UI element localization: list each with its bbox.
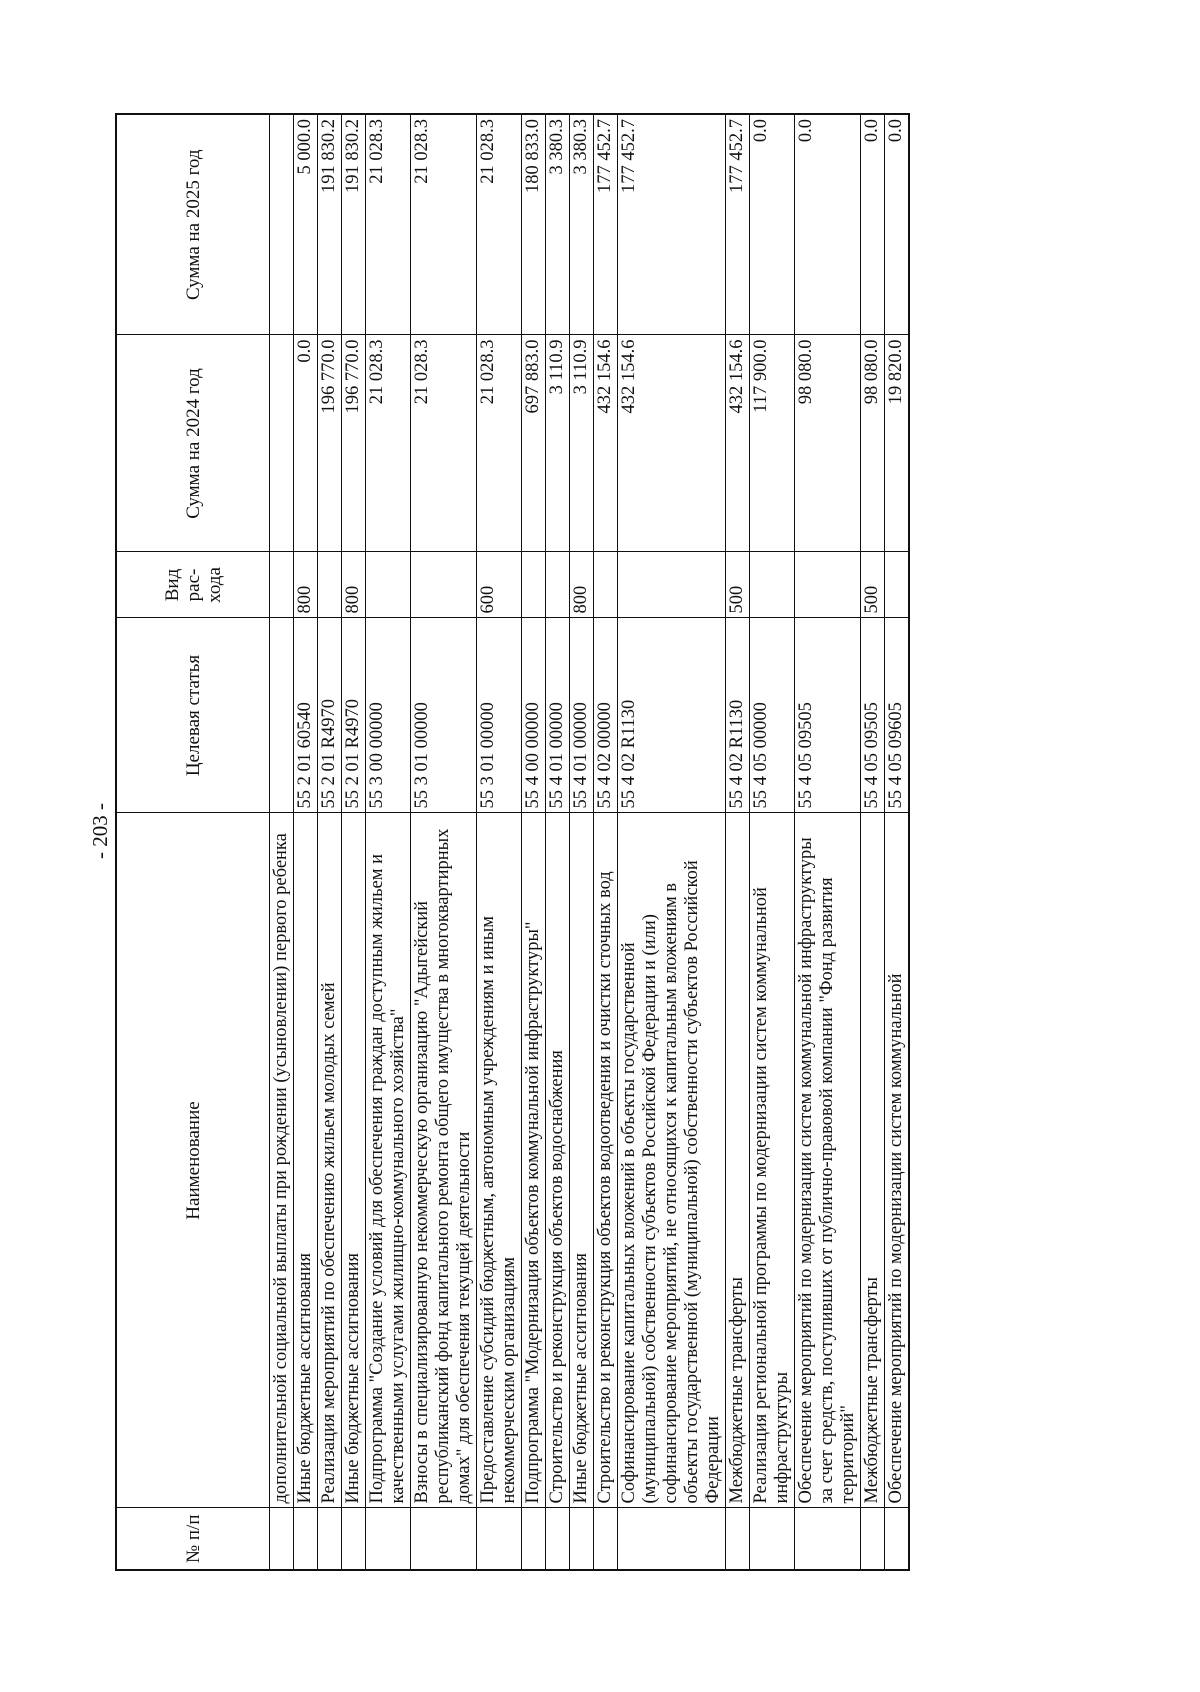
cell-sum-2024: 3 110.9 — [570, 335, 594, 552]
cell-code: 55 4 00 00000 — [522, 618, 546, 813]
cell-vid — [618, 552, 726, 618]
cell-name: Обеспечение мероприятий по модернизации систем коммунальной — [885, 813, 910, 1508]
cell-sum-2024: 21 028.3 — [366, 335, 411, 552]
cell-code: 55 4 01 00000 — [570, 618, 594, 813]
header-code: Целевая статья — [116, 618, 270, 813]
table-row — [795, 114, 861, 1570]
cell-code: 55 3 01 00000 — [411, 618, 477, 813]
cell-name: Реализация мероприятий по обеспечению жильем молодых семей — [318, 813, 342, 1508]
cell-sum-2024: 98 080.0 — [795, 335, 861, 552]
cell-sum-2025: 0.0 — [861, 114, 885, 335]
cell-name: Строительство и реконструкция объектов водоотведения и очистки сточных вод — [594, 813, 618, 1508]
cell-name: Предоставление субсидий бюджетным, автономным учреждениям и иным некоммерческим организациям — [477, 813, 522, 1508]
cell-sum-2025: 3 380.3 — [570, 114, 594, 335]
header-sum-2025: Сумма на 2025 год — [116, 114, 270, 335]
table-row — [270, 114, 294, 1570]
cell-no — [750, 1508, 795, 1570]
cell-name: Межбюджетные трансферты — [726, 813, 750, 1508]
table-row — [861, 114, 885, 1570]
cell-code: 55 4 05 09505 — [795, 618, 861, 813]
cell-sum-2024: 3 110.9 — [546, 335, 570, 552]
cell-code: 55 4 01 00000 — [546, 618, 570, 813]
budget-table — [115, 113, 910, 1571]
cell-sum-2024: 432 154.6 — [618, 335, 726, 552]
cell-code: 55 2 01 60540 — [294, 618, 318, 813]
cell-no — [885, 1508, 910, 1570]
cell-no — [570, 1508, 594, 1570]
cell-code: 55 4 05 00000 — [750, 618, 795, 813]
table-row — [885, 114, 910, 1570]
cell-sum-2025: 180 833.0 — [522, 114, 546, 335]
cell-name: Софинансирование капитальных вложений в объекты государственной (муниципальной) собственности субъектов Российской Федерации и (или) софинансирование мероприятий, не относящихся к капитальным вложениям в объекты государственной (муниципальной) собственности субъектов Российской Федерации — [618, 813, 726, 1508]
cell-vid: 800 — [570, 552, 594, 618]
table-row — [726, 114, 750, 1570]
cell-sum-2024: 0.0 — [294, 335, 318, 552]
cell-vid — [750, 552, 795, 618]
cell-sum-2025: 177 452.7 — [726, 114, 750, 335]
cell-code: 55 3 01 00000 — [477, 618, 522, 813]
cell-vid — [318, 552, 342, 618]
cell-name: Обеспечение мероприятий по модернизации систем коммунальной инфраструктуры за счет средств, поступивших от публично-правовой компании "Фонд развития территорий" — [795, 813, 861, 1508]
cell-no — [726, 1508, 750, 1570]
cell-sum-2024: 196 770.0 — [318, 335, 342, 552]
rotated-table-wrapper — [115, 115, 1095, 1571]
header-no: № п/п — [116, 1508, 270, 1570]
cell-sum-2024: 432 154.6 — [594, 335, 618, 552]
table-row — [318, 114, 342, 1570]
cell-name: Иные бюджетные ассигнования — [294, 813, 318, 1508]
cell-name: Иные бюджетные ассигнования — [342, 813, 366, 1508]
cell-no — [366, 1508, 411, 1570]
cell-sum-2024: 21 028.3 — [411, 335, 477, 552]
cell-sum-2024: 98 080.0 — [861, 335, 885, 552]
cell-sum-2024: 697 883.0 — [522, 335, 546, 552]
cell-no — [795, 1508, 861, 1570]
cell-no — [546, 1508, 570, 1570]
cell-code: 55 4 02 R1130 — [726, 618, 750, 813]
cell-vid — [522, 552, 546, 618]
cell-sum-2024: 21 028.3 — [477, 335, 522, 552]
cell-code: 55 4 02 R1130 — [618, 618, 726, 813]
cell-vid: 800 — [342, 552, 366, 618]
cell-sum-2024: 432 154.6 — [726, 335, 750, 552]
cell-sum-2025: 191 830.2 — [342, 114, 366, 335]
cell-no — [294, 1508, 318, 1570]
table-row — [342, 114, 366, 1570]
cell-name: Подпрограмма "Модернизация объектов коммунальной инфраструктуры" — [522, 813, 546, 1508]
cell-code: 55 2 01 R4970 — [342, 618, 366, 813]
cell-vid — [546, 552, 570, 618]
cell-sum-2025: 21 028.3 — [366, 114, 411, 335]
table-row — [522, 114, 546, 1570]
cell-vid — [594, 552, 618, 618]
cell-no — [618, 1508, 726, 1570]
cell-code: 55 4 05 09605 — [885, 618, 910, 813]
cell-sum-2024: 196 770.0 — [342, 335, 366, 552]
cell-vid — [795, 552, 861, 618]
cell-code: 55 4 05 09505 — [861, 618, 885, 813]
cell-sum-2024 — [270, 335, 294, 552]
cell-no — [342, 1508, 366, 1570]
cell-sum-2025 — [270, 114, 294, 335]
cell-sum-2024: 19 820.0 — [885, 335, 910, 552]
cell-sum-2025: 0.0 — [795, 114, 861, 335]
table-header-row — [116, 114, 270, 1570]
table-row — [477, 114, 522, 1570]
table-row — [411, 114, 477, 1570]
cell-vid: 500 — [726, 552, 750, 618]
cell-no — [411, 1508, 477, 1570]
cell-no — [318, 1508, 342, 1570]
cell-no — [861, 1508, 885, 1570]
cell-sum-2025: 21 028.3 — [477, 114, 522, 335]
cell-sum-2025: 3 380.3 — [546, 114, 570, 335]
cell-no — [594, 1508, 618, 1570]
table-row — [294, 114, 318, 1570]
cell-sum-2025: 0.0 — [885, 114, 910, 335]
cell-vid — [366, 552, 411, 618]
cell-code: 55 3 00 00000 — [366, 618, 411, 813]
cell-code: 55 4 02 00000 — [594, 618, 618, 813]
cell-vid: 500 — [861, 552, 885, 618]
cell-name: дополнительной социальной выплаты при рождении (усыновлении) первого ребенка — [270, 813, 294, 1508]
cell-vid: 600 — [477, 552, 522, 618]
cell-sum-2024: 117 900.0 — [750, 335, 795, 552]
cell-vid — [270, 552, 294, 618]
cell-code: 55 2 01 R4970 — [318, 618, 342, 813]
table-row — [546, 114, 570, 1570]
header-sum-2024: Сумма на 2024 год — [116, 335, 270, 552]
table-row — [594, 114, 618, 1570]
cell-no — [270, 1508, 294, 1570]
table-row — [750, 114, 795, 1570]
cell-name: Межбюджетные трансферты — [861, 813, 885, 1508]
cell-vid: 800 — [294, 552, 318, 618]
cell-sum-2025: 177 452.7 — [618, 114, 726, 335]
page-number: - 203 - — [88, 803, 112, 859]
header-name: Наименование — [116, 813, 270, 1508]
cell-sum-2025: 0.0 — [750, 114, 795, 335]
cell-vid — [411, 552, 477, 618]
table-body — [270, 114, 910, 1570]
header-vid: Вид рас-хода — [116, 552, 270, 618]
cell-no — [522, 1508, 546, 1570]
cell-vid — [885, 552, 910, 618]
table-row — [366, 114, 411, 1570]
cell-name: Строительство и реконструкция объектов водоснабжения — [546, 813, 570, 1508]
cell-no — [477, 1508, 522, 1570]
cell-sum-2025: 5 000.0 — [294, 114, 318, 335]
table-row — [618, 114, 726, 1570]
cell-sum-2025: 21 028.3 — [411, 114, 477, 335]
cell-code — [270, 618, 294, 813]
cell-name: Подпрограмма "Создание условий для обеспечения граждан доступным жильем и качественными услугами жилищно-коммунального хозяйства" — [366, 813, 411, 1508]
table-row — [570, 114, 594, 1570]
cell-sum-2025: 191 830.2 — [318, 114, 342, 335]
cell-name: Реализация региональной программы по модернизации систем коммунальной инфраструктуры — [750, 813, 795, 1508]
cell-name: Иные бюджетные ассигнования — [570, 813, 594, 1508]
cell-sum-2025: 177 452.7 — [594, 114, 618, 335]
cell-name: Взносы в специализированную некоммерческую организацию "Адыгейский республиканский фонд капитального ремонта общего имущества в многоквартирных домах" для обеспечения текущей деятельности — [411, 813, 477, 1508]
